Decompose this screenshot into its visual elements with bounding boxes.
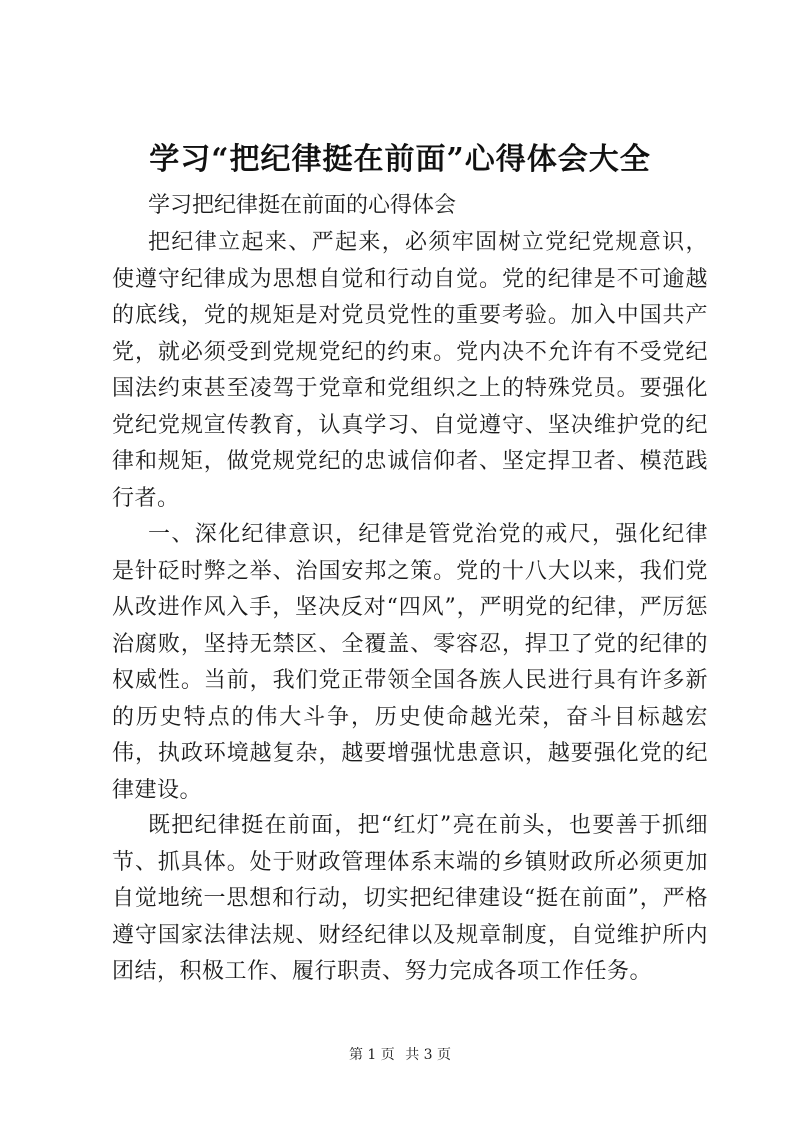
body-paragraph: 把纪律立起来、严起来，必须牢固树立党纪党规意识，使遵守纪律成为思想自觉和行动自觉。党的纪律是不可逾越的底线，党的规矩是对党员党性的重要考验。加入中国共产党，就必须受到党规党纪的约束。党内决不允许有不受党纪国法约束甚至凌驾于党章和党组织之上的特殊党员。要强化党纪党规宣传教育，认真学习、自觉遵守、坚决维护党的纪律和规矩，做党规党纪的忠诚信仰者、坚定捍卫者、模范践行者。 xyxy=(112,230,708,511)
document-subtitle: 学习把纪律挺在前面的心得体会 xyxy=(148,193,457,218)
body-paragraph: 既把纪律挺在前面，把“红灯”亮在前头，也要善于抓细节、抓具体。处于财政管理体系末端的乡镇财政所必须更加自觉地统一思想和行动，切实把纪律建设“挺在前面”，严格遵守国家法律法规、财经纪律以及规章制度，自觉维护所内团结，积极工作、履行职责、努力完成各项工作任务。 xyxy=(112,813,708,984)
body-paragraph: 一、深化纪律意识，纪律是管党治党的戒尺，强化纪律是针砭时弊之举、治国安邦之策。党的十八大以来，我们党从改进作风入手，坚决反对“四风”，严明党的纪律，严厉惩治腐败，坚持无禁区、全覆盖、零容忍，捍卫了党的纪律的权威性。当前，我们党正带领全国各族人民进行具有许多新的历史特点的伟大斗争，历史使命越光荣，奋斗目标越宏伟，执政环境越复杂，越要增强忧患意识，越要强化党的纪律建设。 xyxy=(112,522,708,803)
page-number: 第 1 页 xyxy=(348,1047,395,1063)
page-total: 共 3 页 xyxy=(405,1047,452,1063)
document-title: 学习“把纪律挺在前面”心得体会大全 xyxy=(149,142,651,177)
page-footer xyxy=(0,1045,800,1065)
